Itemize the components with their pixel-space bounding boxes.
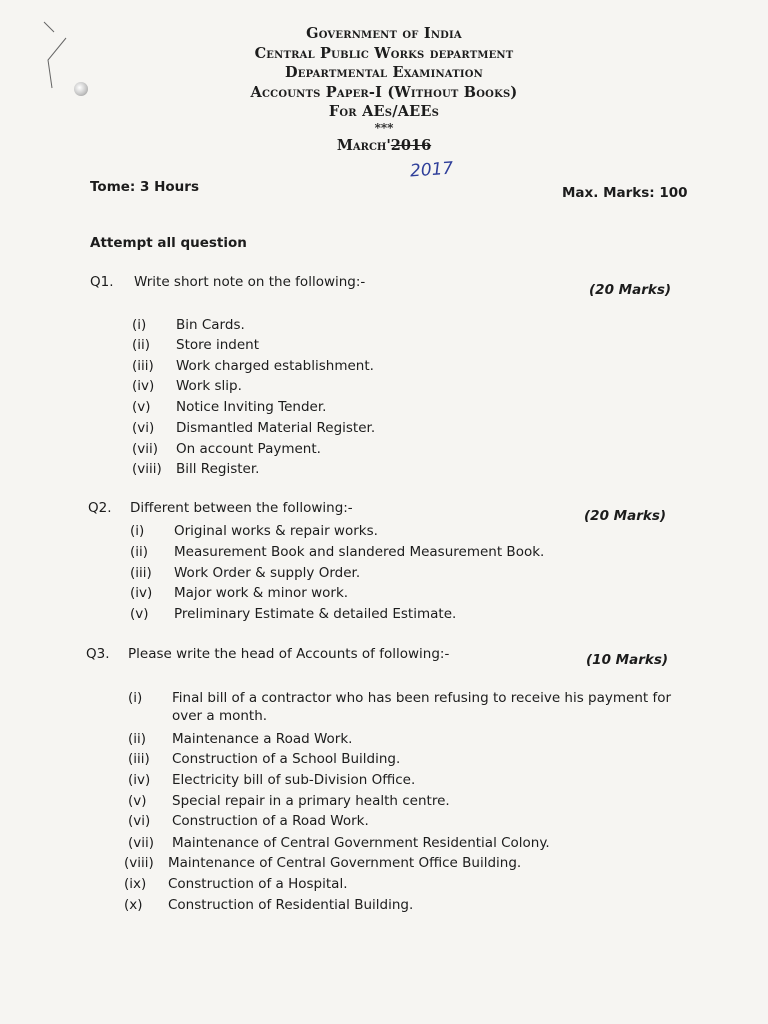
q3-item-number: (i) <box>128 690 143 706</box>
q2-item-number: (v) <box>130 606 149 622</box>
q1-item-text: On account Payment. <box>176 441 321 457</box>
q2-item <box>130 564 360 582</box>
q1-item-text: Work charged establishment. <box>176 358 374 374</box>
q3-item <box>128 792 450 810</box>
q1-item-text: Dismantled Material Register. <box>176 420 376 436</box>
q3-item-number: (iv) <box>128 772 151 788</box>
q3-item-number: (vii) <box>128 835 155 851</box>
q1-item <box>132 377 242 395</box>
q1-item-number: (viii) <box>132 461 162 477</box>
header-candidates: For AEs/AEEs <box>328 103 440 120</box>
q3-item <box>128 730 352 748</box>
header-government: Government of India <box>306 25 462 42</box>
q1-item-number: (i) <box>132 317 147 333</box>
q2-item-text: Major work & minor work. <box>174 585 349 601</box>
q2-item-text: Original works & repair works. <box>174 523 378 539</box>
header-exam-type: Departmental Examination <box>285 64 483 81</box>
q3-item-number: (ii) <box>128 731 147 747</box>
header-stars: *** <box>374 120 394 135</box>
q3-item-number: (viii) <box>124 855 154 871</box>
q2-item <box>130 605 456 623</box>
q3-marks: (10 Marks) <box>586 652 669 668</box>
header-paper-title: Accounts Paper-I (Without Books) <box>250 83 518 101</box>
q1-item-number: (ii) <box>132 337 151 353</box>
q3-item-text: Final bill of a contractor who has been refusing to receive his payment for over a month. <box>172 690 672 724</box>
q1-item-text: Work slip. <box>176 378 242 394</box>
q3-number: Q3. <box>86 646 110 662</box>
handwritten-year: 2017 <box>409 158 454 182</box>
q3-item <box>128 771 415 789</box>
q2-item-number: (iii) <box>130 565 152 581</box>
q2-item-text: Work Order & supply Order. <box>174 565 361 581</box>
q2-marks: (20 Marks) <box>584 508 667 524</box>
q2-item <box>130 584 348 602</box>
q2-item-text: Measurement Book and slandered Measurement Book. <box>174 544 545 560</box>
q1-text: Write short note on the following:- <box>134 274 366 290</box>
q1-item-number: (iii) <box>132 358 154 374</box>
max-marks-label: Max. Marks: 100 <box>562 185 688 201</box>
q1-item <box>132 336 259 354</box>
q3-item <box>128 834 550 852</box>
q1-item <box>132 316 245 334</box>
q1-item-text: Notice Inviting Tender. <box>176 399 327 415</box>
q1-item-number: (vii) <box>132 441 159 457</box>
q1-number: Q1. <box>90 274 114 290</box>
q3-item-text: Maintenance of Central Government Office Building. <box>168 855 522 871</box>
q1-item-number: (iv) <box>132 378 155 394</box>
q1-item-number: (v) <box>132 399 151 415</box>
q2-item-number: (ii) <box>130 544 149 560</box>
q1-item <box>132 440 321 458</box>
q3-item <box>128 812 369 830</box>
q3-item-number: (v) <box>128 793 147 809</box>
q2-text: Different between the following:- <box>130 500 353 516</box>
q2-item-number: (i) <box>130 523 145 539</box>
q3-item-text: Construction of a School Building. <box>172 751 401 767</box>
q2-item-number: (iv) <box>130 585 153 601</box>
q3-item-text: Construction of a Road Work. <box>172 813 369 829</box>
q3-item-text: Special repair in a primary health centre. <box>172 793 450 809</box>
q3-item-text: Maintenance a Road Work. <box>172 731 353 747</box>
q3-item <box>128 750 400 768</box>
q2-item <box>130 543 544 561</box>
q3-item-number: (iii) <box>128 751 150 767</box>
header-year-struck: 2016 <box>390 136 432 154</box>
q1-item <box>132 460 259 478</box>
q1-item <box>132 419 375 437</box>
q3-item-text: Construction of a Hospital. <box>168 876 348 892</box>
q1-item-text: Store indent <box>176 337 260 353</box>
q3-item <box>128 689 682 725</box>
q1-item-text: Bill Register. <box>176 461 260 477</box>
q1-item <box>132 398 326 416</box>
instruction-text: Attempt all question <box>90 235 247 251</box>
time-label: Tome: 3 Hours <box>90 179 199 195</box>
q1-marks: (20 Marks) <box>589 282 672 298</box>
header-month: March' <box>336 136 391 154</box>
q1-item <box>132 357 374 375</box>
q3-item-text: Construction of Residential Building. <box>168 897 414 913</box>
q3-item <box>124 854 521 872</box>
q3-item-number: (vi) <box>128 813 151 829</box>
q1-item-number: (vi) <box>132 420 155 436</box>
q1-item-text: Bin Cards. <box>176 317 245 333</box>
q3-text: Please write the head of Accounts of following:- <box>128 646 450 662</box>
q3-item <box>124 896 413 914</box>
q2-number: Q2. <box>88 500 112 516</box>
q2-item <box>130 522 378 540</box>
q3-item-text: Electricity bill of sub-Division Office. <box>172 772 416 788</box>
paper-header <box>0 24 768 156</box>
q3-item-number: (ix) <box>124 876 147 892</box>
q3-item <box>124 875 348 893</box>
q3-item-number: (x) <box>124 897 143 913</box>
q3-item-text: Maintenance of Central Government Residential Colony. <box>172 835 550 851</box>
header-department: Central Public Works department <box>254 44 514 62</box>
q2-item-text: Preliminary Estimate & detailed Estimate. <box>174 606 457 622</box>
header-date <box>0 136 768 156</box>
